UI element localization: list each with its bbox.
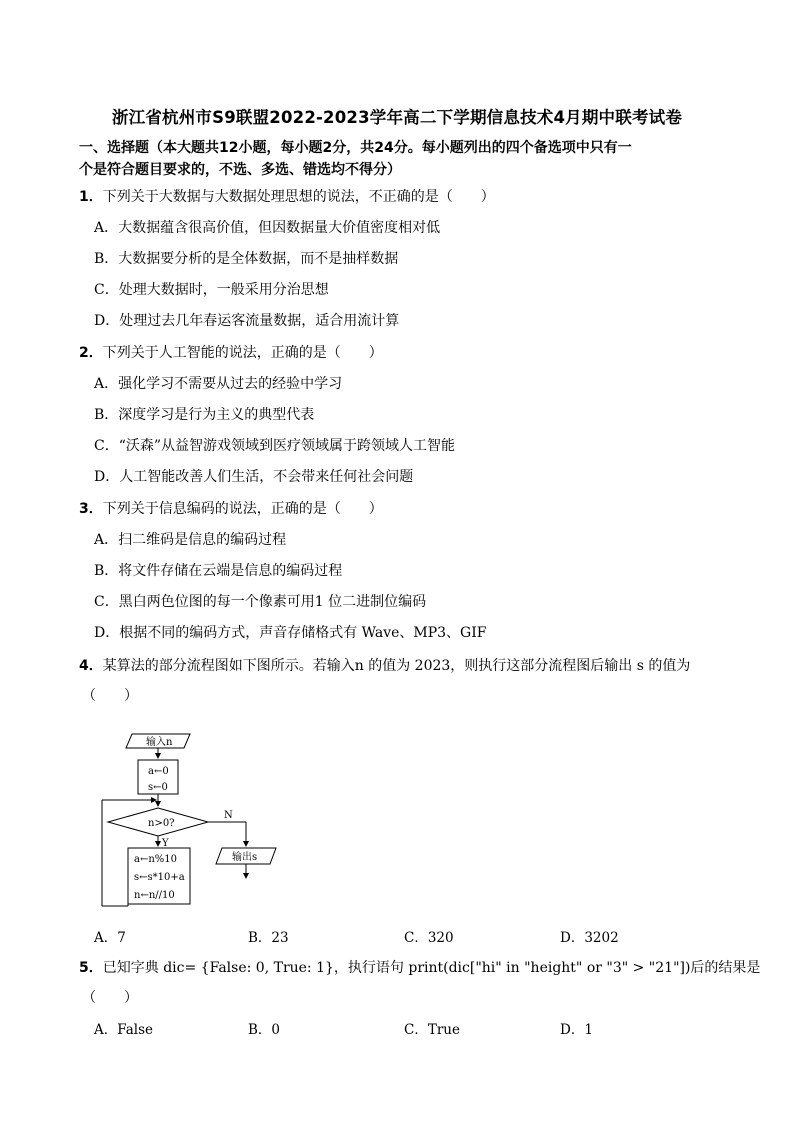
q4-answer-paren: （ ） bbox=[82, 688, 138, 704]
flowchart-body3-text: n←n//10 bbox=[134, 890, 175, 901]
question-3 bbox=[79, 498, 729, 518]
q2-option-c: C．“沃森”从益智游戏领域到医疗领域属于跨领域人工智能 bbox=[94, 438, 456, 454]
q5-option-b: B．0 bbox=[248, 1022, 281, 1038]
question-stem: 下列关于大数据与大数据处理思想的说法，不正确的是（ ） bbox=[102, 189, 495, 205]
flowchart-yes-label: Y bbox=[162, 838, 169, 849]
q5-option-c: C．True bbox=[404, 1022, 460, 1038]
q3-option-d: D．根据不同的编码方式，声音存储格式有 Wave、MP3、GIF bbox=[94, 625, 487, 641]
question-stem: 下列关于信息编码的说法，正确的是（ ） bbox=[102, 501, 383, 517]
q1-option-a: A．大数据蕴含很高价值，但因数据量大价值密度相对低 bbox=[94, 220, 441, 236]
flowchart-output-text: 输出s bbox=[232, 852, 258, 863]
question-number: 1． bbox=[79, 189, 103, 205]
question-5 bbox=[79, 957, 761, 977]
q2-option-b: B．深度学习是行为主义的典型代表 bbox=[94, 407, 315, 423]
q5-option-d: D．1 bbox=[560, 1022, 593, 1038]
question-4 bbox=[79, 655, 729, 675]
section-heading-line-1: 一、选择题（本大题共12小题，每小题2分，共24分。每小题列出的四个备选项中只有一 bbox=[79, 140, 632, 156]
q2-option-d: D．人工智能改善人们生活，不会带来任何社会问题 bbox=[94, 469, 414, 485]
q3-option-c: C．黑白两色位图的每一个像素可用1 位二进制位编码 bbox=[94, 594, 427, 610]
q4-option-c: C．320 bbox=[404, 930, 454, 946]
question-stem: 下列关于人工智能的说法，正确的是（ ） bbox=[102, 345, 383, 361]
question-number: 2． bbox=[79, 345, 103, 361]
flowchart-body1-text: a←n%10 bbox=[134, 854, 178, 865]
flowchart bbox=[90, 716, 290, 916]
q1-option-d: D．处理过去几年春运客流量数据，适合用流计算 bbox=[94, 313, 400, 329]
question-number: 5． bbox=[79, 960, 103, 976]
question-stem: 已知字典 dic= {False: 0, True: 1}，执行语句 print(dic["hi" in "height" or "3" > "21"])后的结果是 bbox=[102, 960, 761, 976]
flowchart-no-label: N bbox=[224, 810, 233, 821]
q5-answer-paren: （ ） bbox=[82, 990, 138, 1006]
flowchart-cond-text: n>0? bbox=[148, 818, 175, 829]
flowchart-init2-text: s←0 bbox=[148, 782, 168, 793]
question-number: 4． bbox=[79, 658, 103, 674]
q5-option-a: A．False bbox=[94, 1022, 153, 1038]
question-stem: 某算法的部分流程图如下图所示。若输入n 的值为 2023，则执行这部分流程图后输出 s 的值为 bbox=[102, 658, 691, 674]
q3-option-b: B．将文件存储在云端是信息的编码过程 bbox=[94, 563, 343, 579]
q4-option-b: B．23 bbox=[248, 930, 289, 946]
flowchart-input-text: 输入n bbox=[146, 737, 173, 748]
question-number: 3． bbox=[79, 501, 103, 517]
flowchart-init1-text: a←0 bbox=[148, 766, 169, 777]
q4-option-d: D．3202 bbox=[560, 930, 619, 946]
q3-option-a: A．扫二维码是信息的编码过程 bbox=[94, 532, 287, 548]
q1-option-b: B．大数据要分析的是全体数据，而不是抽样数据 bbox=[94, 251, 399, 267]
q4-option-a: A．7 bbox=[94, 930, 126, 946]
page-title: 浙江省杭州市S9联盟2022-2023学年高二下学期信息技术4月期中联考试卷 bbox=[111, 108, 683, 127]
flowchart-body2-text: s←s*10+a bbox=[134, 872, 185, 883]
section-heading-line-2: 个是符合题目要求的，不选、多选、错选均不得分） bbox=[79, 162, 401, 178]
question-1 bbox=[79, 186, 729, 206]
question-2 bbox=[79, 342, 729, 362]
section-heading bbox=[79, 137, 729, 181]
q2-option-a: A．强化学习不需要从过去的经验中学习 bbox=[94, 376, 343, 392]
q1-option-c: C．处理大数据时，一般采用分治思想 bbox=[94, 282, 329, 298]
